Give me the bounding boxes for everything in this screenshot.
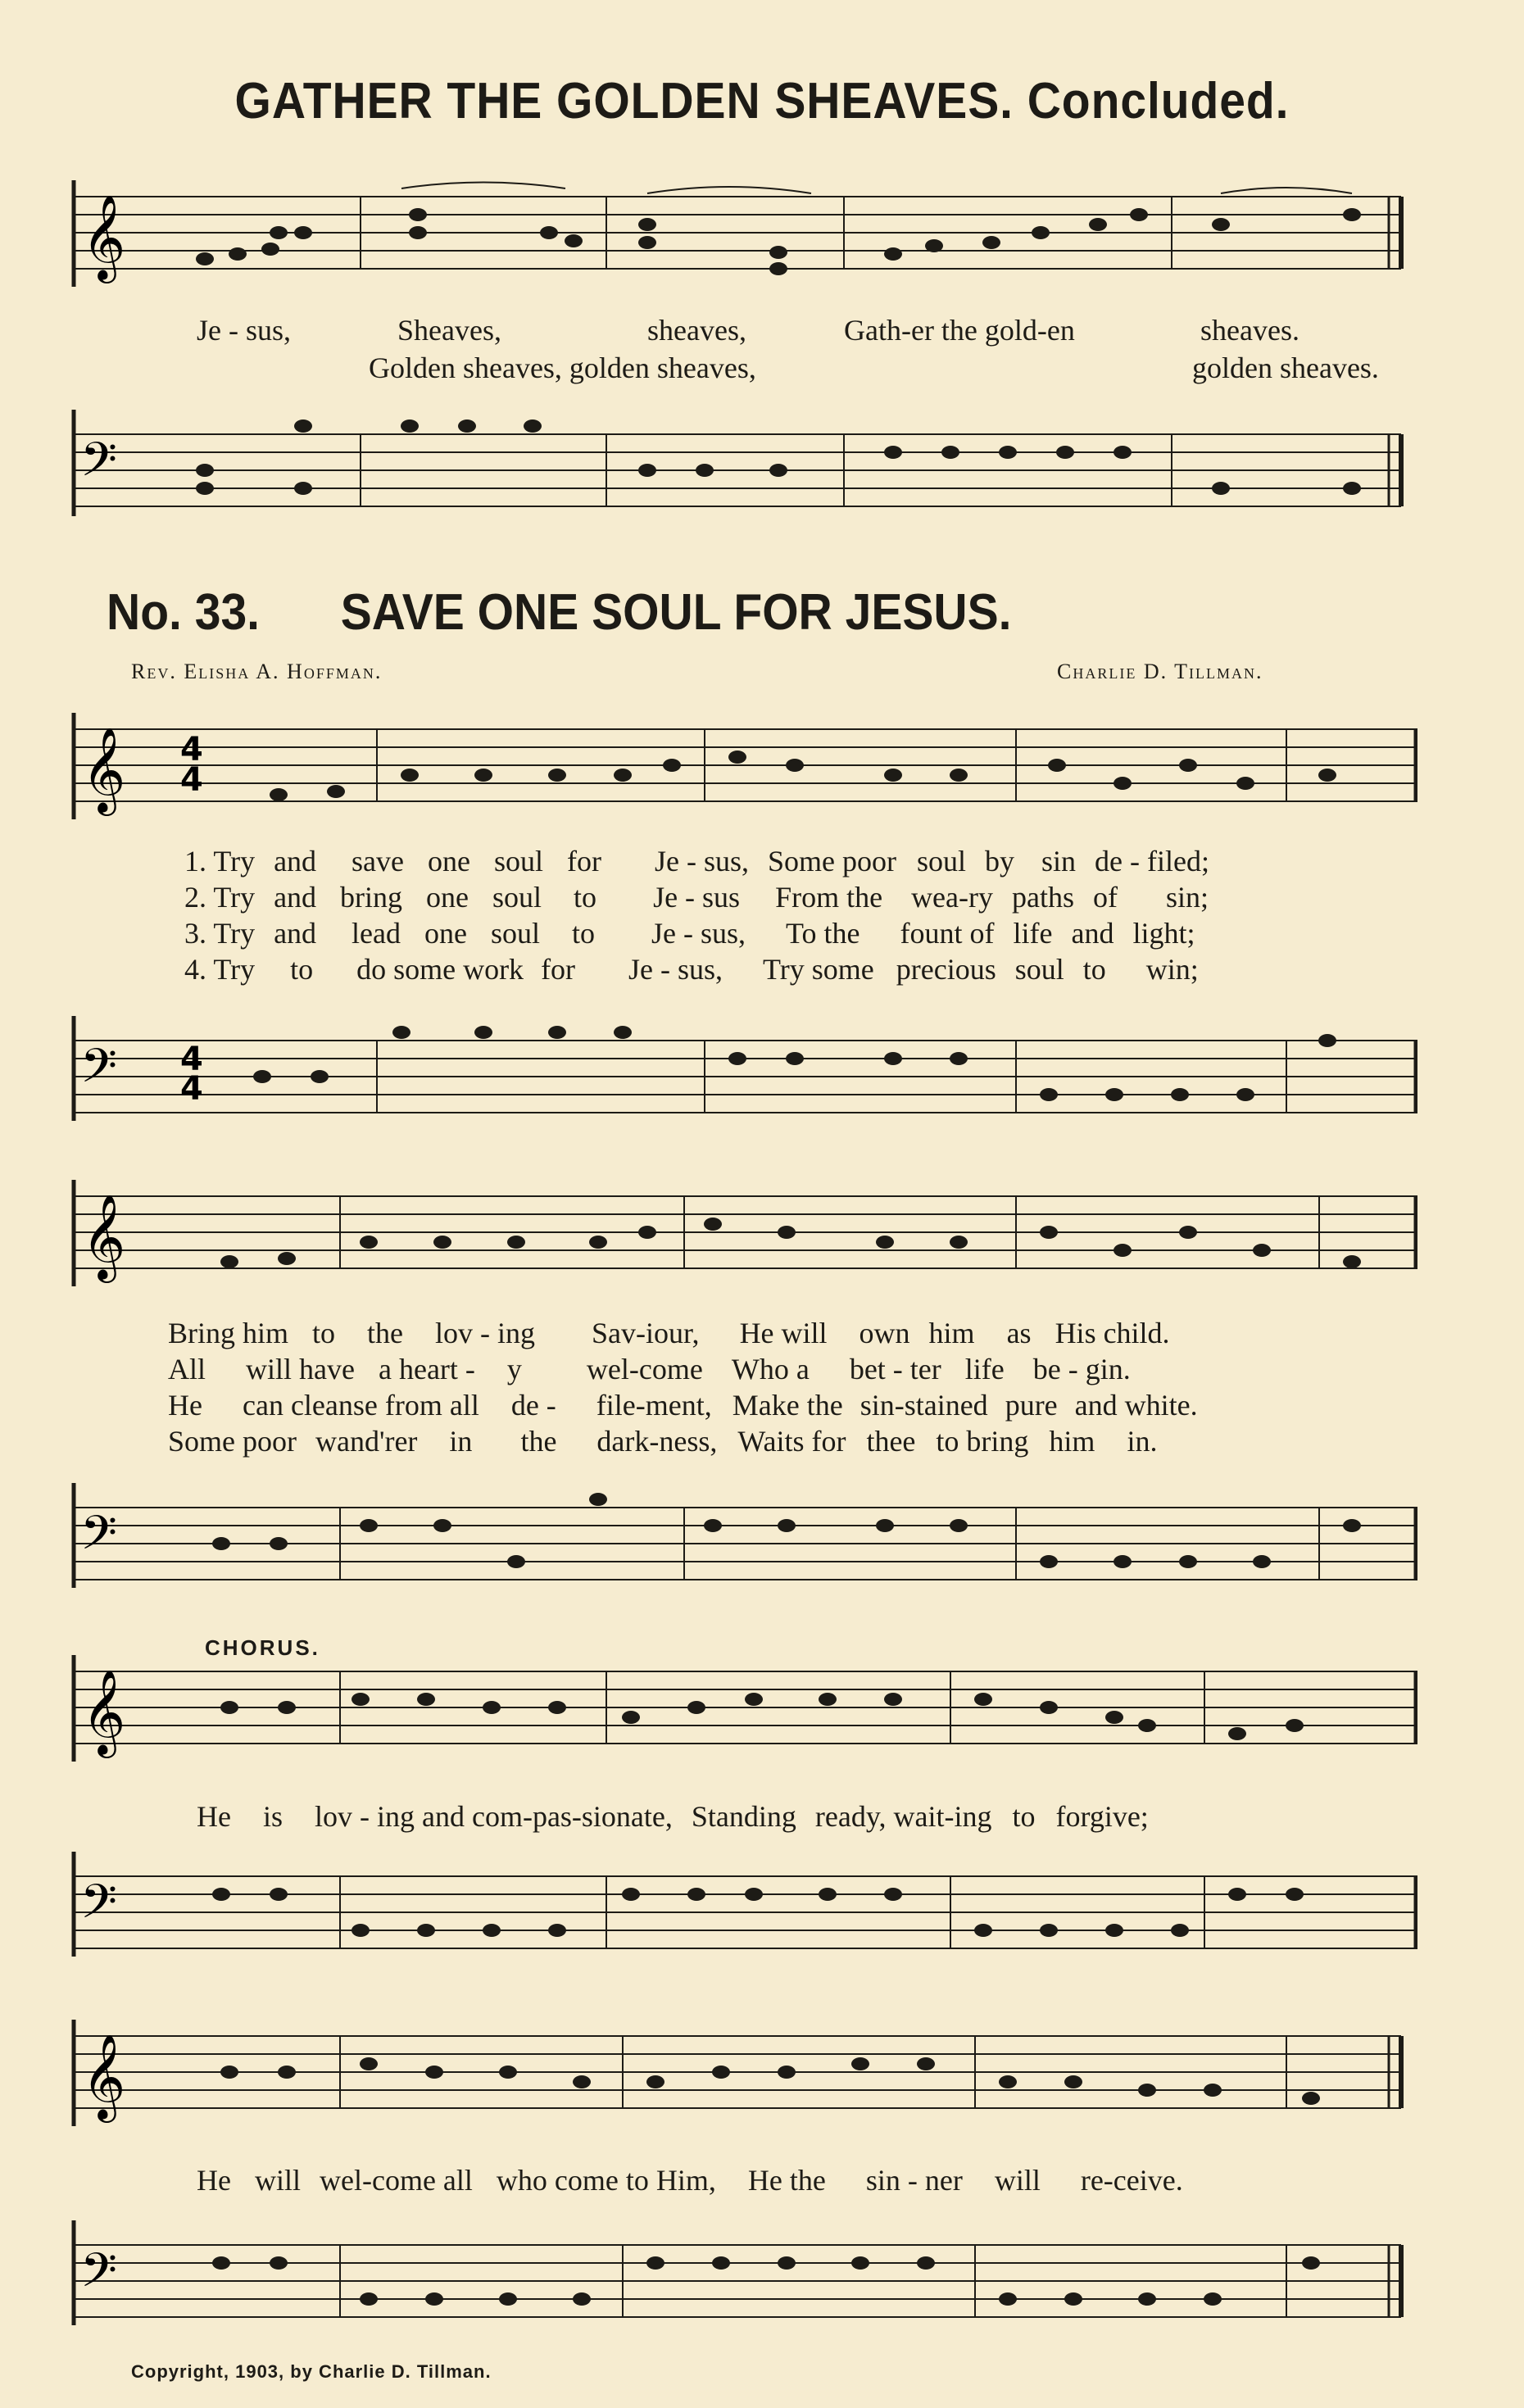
syllable: sin; xyxy=(1166,881,1209,914)
syllable: Some poor xyxy=(768,845,896,877)
syllable: Je - sus, xyxy=(628,953,723,986)
hymn-author: Rev. Elisha A. Hoffman. xyxy=(131,660,383,683)
prev-lyric: golden sheaves. xyxy=(1192,351,1379,384)
hymn-heading xyxy=(107,583,1012,642)
syllable: He xyxy=(168,1389,202,1422)
syllable: wand'rer xyxy=(315,1425,418,1458)
svg-text:𝄞: 𝄞 xyxy=(82,1669,126,1755)
syllable: one xyxy=(424,917,467,950)
syllable: and xyxy=(1071,917,1114,950)
prev-lyric: Je - sus, xyxy=(197,314,291,347)
syllable: Sav-iour, xyxy=(592,1317,700,1349)
system4-treble-staff xyxy=(57,1655,1417,1770)
system2-treble-staff xyxy=(57,713,1417,828)
syllable: and xyxy=(274,845,317,877)
verse-4-line-b xyxy=(168,1424,1157,1458)
syllable: wel-come xyxy=(586,1353,703,1385)
syllable: life xyxy=(1013,917,1053,950)
svg-text:4: 4 xyxy=(180,1070,203,1108)
verse-1-line xyxy=(184,844,1209,878)
syllable: bring xyxy=(340,881,403,914)
svg-text:𝄞: 𝄞 xyxy=(82,2034,126,2120)
syllable: de - filed; xyxy=(1095,845,1209,877)
hymn-composer: Charlie D. Tillman. xyxy=(1057,660,1263,683)
chorus-line-2 xyxy=(197,2163,1183,2197)
verse-3-line-b xyxy=(168,1388,1198,1422)
hymn-number: No. 33. xyxy=(107,584,261,641)
syllable: be - gin. xyxy=(1032,1353,1131,1385)
system5-treble-staff xyxy=(57,2020,1417,2134)
system5-bass-staff xyxy=(57,2212,1417,2335)
syllable: He xyxy=(197,2164,231,2197)
syllable: of xyxy=(1093,881,1118,914)
bass-staff-lines xyxy=(57,410,1417,524)
syllable: to bring xyxy=(936,1425,1029,1458)
hymn-title: SAVE ONE SOUL FOR JESUS. xyxy=(340,584,1012,641)
syllable: life xyxy=(964,1353,1005,1385)
syllable: To the xyxy=(786,917,860,950)
system1-treble-staff xyxy=(57,180,1417,295)
syllable: de - xyxy=(510,1389,556,1422)
svg-text:𝄞: 𝄞 xyxy=(82,194,126,280)
syllable: lov - ing and com-pas-sionate, xyxy=(315,1800,673,1833)
syllable: as xyxy=(1006,1317,1032,1349)
syllable: him xyxy=(928,1317,975,1349)
prev-lyric: Gath-er the gold-en xyxy=(844,314,1075,347)
syllable: paths xyxy=(1012,881,1074,914)
syllable: to xyxy=(1012,1800,1036,1833)
syllable: the xyxy=(367,1317,404,1349)
syllable: His child. xyxy=(1055,1317,1170,1349)
copyright-notice: Copyright, 1903, by Charlie D. Tillman. xyxy=(131,2361,492,2382)
syllable: one xyxy=(426,881,469,914)
syllable: wel-come all xyxy=(320,2164,473,2197)
syllable: by xyxy=(985,845,1015,877)
syllable: him xyxy=(1049,1425,1095,1458)
syllable: soul xyxy=(494,845,544,877)
syllable: He xyxy=(197,1800,231,1833)
syllable: Je - sus, xyxy=(655,845,749,877)
syllable: to xyxy=(572,917,596,950)
syllable: Je - sus xyxy=(653,881,741,914)
syllable: win; xyxy=(1145,953,1199,986)
syllable: will xyxy=(994,2164,1041,2197)
syllable: light; xyxy=(1132,917,1195,950)
system4-bass-staff xyxy=(57,1843,1417,1958)
svg-text:𝄞: 𝄞 xyxy=(82,727,126,813)
verse-2-line xyxy=(184,880,1209,914)
syllable: Make the xyxy=(732,1389,843,1422)
syllable: soul xyxy=(492,881,542,914)
svg-text:𝄢: 𝄢 xyxy=(80,432,118,499)
syllable: save xyxy=(352,845,405,877)
svg-text:4: 4 xyxy=(180,731,203,769)
syllable: to xyxy=(312,1317,336,1349)
svg-text:4: 4 xyxy=(180,761,203,799)
svg-text:𝄞: 𝄞 xyxy=(82,1194,126,1280)
syllable: sin-stained xyxy=(860,1389,988,1422)
system2-bass-staff xyxy=(57,1008,1417,1122)
prev-lyric: sheaves, xyxy=(647,314,746,347)
system1-bass-staff xyxy=(57,410,1417,524)
system3-bass-staff xyxy=(57,1475,1417,1589)
syllable: Je - sus, xyxy=(651,917,746,950)
svg-text:𝄢: 𝄢 xyxy=(80,1505,118,1572)
syllable: for xyxy=(567,845,601,877)
syllable: pure xyxy=(1005,1389,1058,1422)
syllable: 2. Try xyxy=(184,881,256,914)
syllable: can cleanse from all xyxy=(242,1389,479,1422)
verse-4-line xyxy=(184,952,1199,986)
prev-lyric: sheaves. xyxy=(1200,314,1299,347)
syllable: soul xyxy=(1014,953,1064,986)
syllable: Try some xyxy=(763,953,874,986)
syllable: in xyxy=(449,1425,473,1458)
syllable: wea-ry xyxy=(911,881,993,914)
verse-2-line-b xyxy=(168,1352,1131,1386)
syllable: will xyxy=(254,2164,301,2197)
treble-staff-lines xyxy=(57,180,1417,295)
syllable: will have xyxy=(246,1353,355,1385)
syllable: a heart - xyxy=(378,1353,475,1385)
syllable: Standing xyxy=(691,1800,796,1833)
syllable: He will xyxy=(739,1317,828,1349)
previous-hymn-title: GATHER THE GOLDEN SHEAVES. Concluded. xyxy=(234,73,1290,129)
syllable: lead xyxy=(352,917,401,950)
syllable: Some poor xyxy=(168,1425,297,1458)
svg-text:𝄢: 𝄢 xyxy=(80,1038,118,1105)
syllable: Waits for xyxy=(737,1425,846,1458)
syllable: dark-ness, xyxy=(596,1425,718,1458)
syllable: one xyxy=(428,845,470,877)
syllable: sin - ner xyxy=(865,2164,963,2197)
syllable: All xyxy=(168,1353,206,1385)
syllable: precious xyxy=(896,953,996,986)
syllable: Who a xyxy=(731,1353,810,1385)
syllable: 1. Try xyxy=(184,845,256,877)
prev-lyric: Golden sheaves, golden sheaves, xyxy=(369,351,756,384)
syllable: re-ceive. xyxy=(1080,2164,1183,2197)
syllable: sin xyxy=(1041,845,1077,877)
syllable: and white. xyxy=(1074,1389,1198,1422)
syllable: and xyxy=(274,917,317,950)
svg-text:𝄢: 𝄢 xyxy=(80,2242,118,2310)
syllable: who come to Him, xyxy=(496,2164,716,2197)
syllable: soul xyxy=(491,917,541,950)
syllable: 3. Try xyxy=(184,917,256,950)
syllable: bet - ter xyxy=(849,1353,941,1385)
syllable: thee xyxy=(866,1425,916,1458)
syllable: to xyxy=(574,881,597,914)
syllable: to xyxy=(290,953,314,986)
syllable: for xyxy=(541,953,576,986)
syllable: 4. Try xyxy=(184,953,256,986)
svg-text:𝄢: 𝄢 xyxy=(80,1874,118,1941)
syllable: ready, wait-ing xyxy=(814,1800,992,1833)
syllable: is xyxy=(262,1800,283,1833)
svg-text:4: 4 xyxy=(180,1041,203,1078)
prev-lyric: Sheaves, xyxy=(397,314,501,347)
syllable: own xyxy=(859,1317,910,1349)
syllable: soul xyxy=(917,845,967,877)
syllable: forgive; xyxy=(1055,1800,1149,1833)
syllable: y xyxy=(506,1353,522,1385)
system3-treble-staff xyxy=(57,1180,1417,1295)
chorus-label: CHORUS. xyxy=(205,1635,320,1660)
verse-3-line xyxy=(184,916,1195,950)
chorus-line-1 xyxy=(197,1799,1149,1834)
syllable: file-ment, xyxy=(596,1389,712,1422)
syllable: the xyxy=(520,1425,557,1458)
syllable: He the xyxy=(747,2164,826,2197)
syllable: lov - ing xyxy=(435,1317,536,1349)
syllable: From the xyxy=(775,881,883,914)
verse-1-line-b xyxy=(168,1316,1170,1350)
syllable: and xyxy=(274,881,317,914)
syllable: Bring him xyxy=(168,1317,289,1349)
syllable: in. xyxy=(1127,1425,1158,1458)
syllable: fount of xyxy=(900,917,995,950)
syllable: do some work xyxy=(356,953,524,986)
syllable: to xyxy=(1082,953,1106,986)
